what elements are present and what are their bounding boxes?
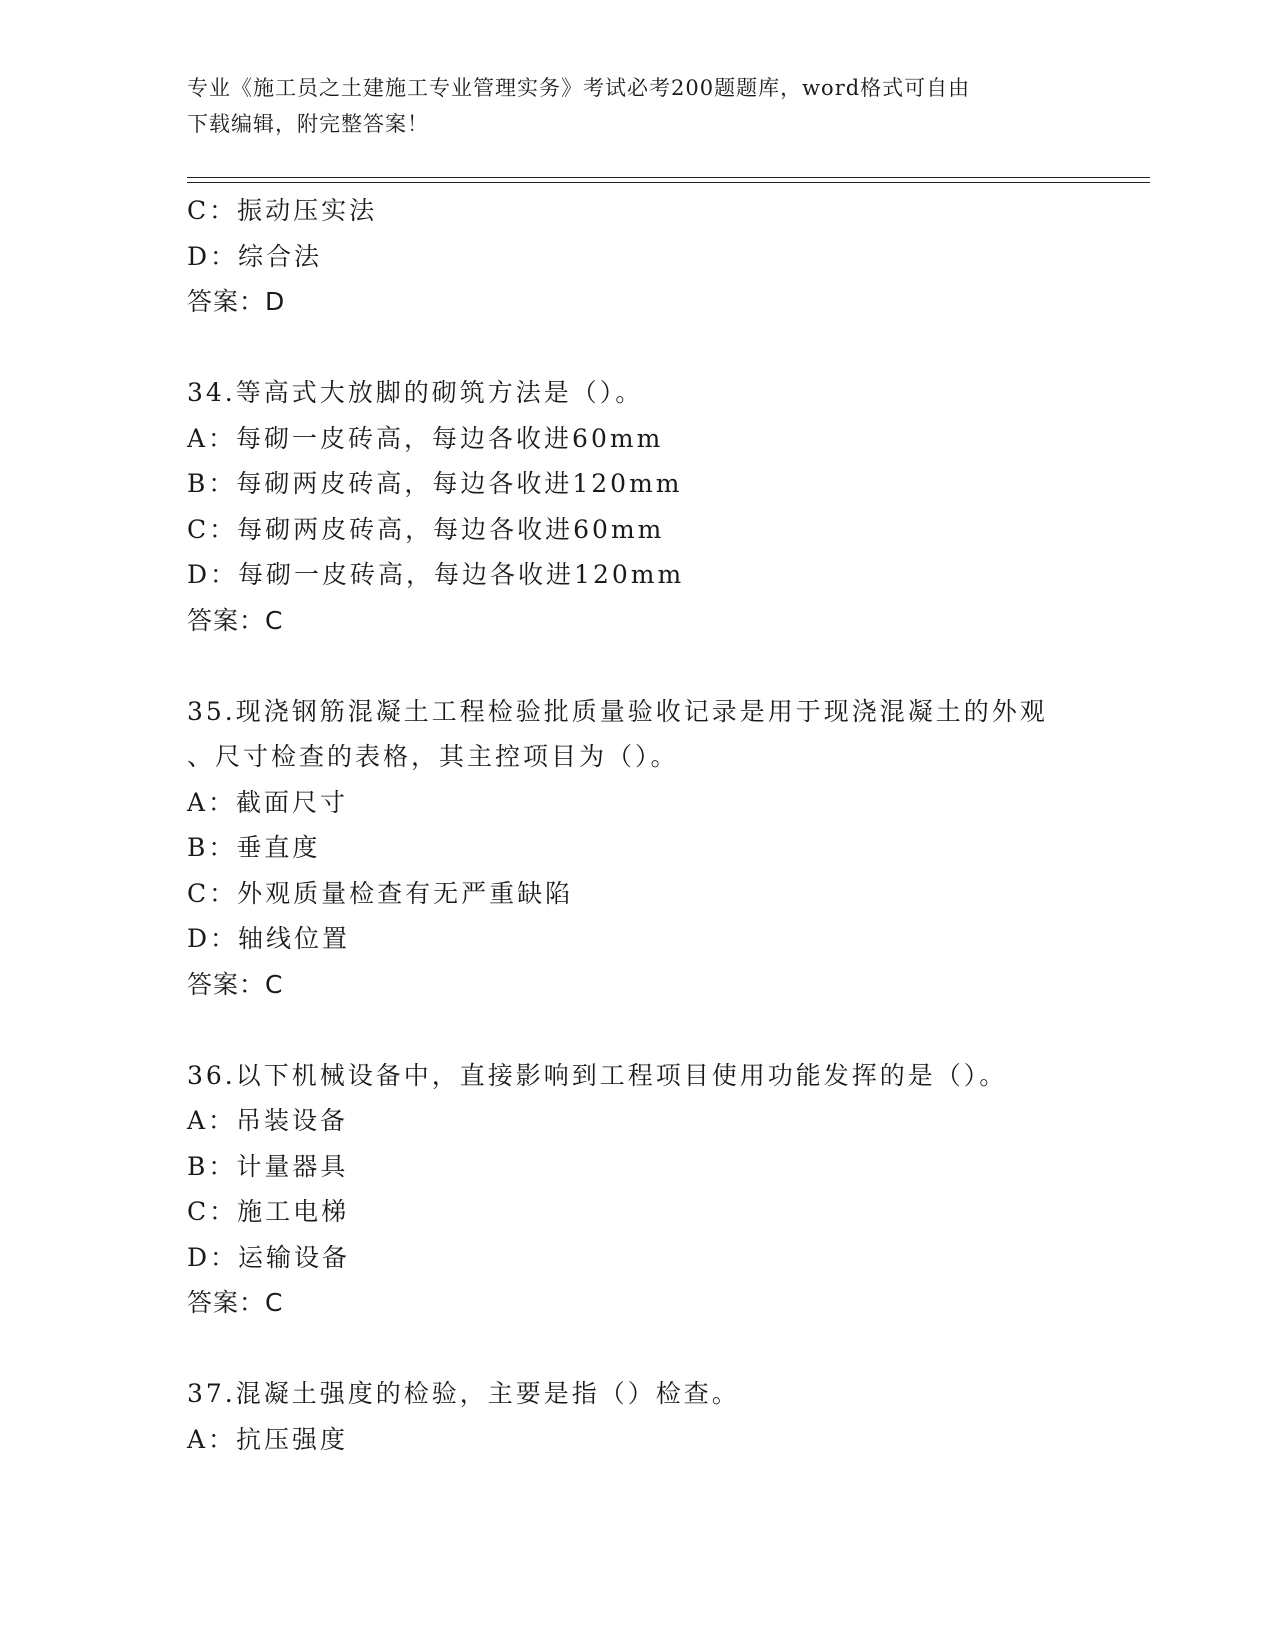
option-d: D：综合法	[187, 241, 323, 271]
option-d: D：每砌一皮砖高，每边各收进120mm	[187, 560, 685, 589]
option-a: A：抗压强度	[187, 1424, 349, 1454]
option-b: B：垂直度	[187, 833, 321, 862]
header-line-1: 专业《施工员之土建施工专业管理实务》考试必考200题题库，word格式可自由	[187, 76, 971, 100]
question-35-text: 35.现浇钢筋混凝土工程检验批质量验收记录是用于现浇混凝土的外观	[187, 696, 1048, 726]
option-a: A：截面尺寸	[187, 787, 349, 817]
spacer	[187, 325, 1137, 371]
answer-line: 答案：D	[187, 287, 286, 316]
option-c: C：施工电梯	[187, 1197, 350, 1226]
spacer	[187, 643, 1137, 689]
question-35-text-cont: 、尺寸检查的表格，其主控项目为（）。	[187, 742, 679, 771]
question-36-text: 36.以下机械设备中，直接影响到工程项目使用功能发挥的是（）。	[187, 1060, 1008, 1090]
answer-line: 答案：C	[187, 605, 284, 635]
answer-line: 答案：C	[187, 1288, 284, 1317]
option-d: D：运输设备	[187, 1242, 351, 1272]
option-c: C：振动压实法	[187, 196, 378, 225]
question-34-text: 34.等高式大放脚的砌筑方法是（）。	[187, 378, 644, 407]
question-list	[187, 188, 1137, 1462]
spacer	[187, 1326, 1137, 1372]
document-header	[187, 70, 1087, 142]
option-c: C：外观质量检查有无严重缺陷	[187, 878, 574, 908]
option-a: A：吊装设备	[187, 1106, 349, 1135]
option-b: B：每砌两皮砖高，每边各收进120mm	[187, 469, 683, 498]
spacer	[187, 1007, 1137, 1053]
option-a: A：每砌一皮砖高，每边各收进60mm	[187, 423, 664, 453]
answer-line: 答案：C	[187, 969, 284, 999]
header-divider-bottom	[187, 182, 1150, 183]
header-line-2: 下载编辑，附完整答案！	[187, 112, 429, 136]
option-d: D：轴线位置	[187, 924, 351, 953]
question-37-text: 37.混凝土强度的检验，主要是指（）检查。	[187, 1379, 740, 1408]
option-b: B：计量器具	[187, 1151, 349, 1181]
header-divider-top	[187, 177, 1150, 178]
option-c: C：每砌两皮砖高，每边各收进60mm	[187, 514, 665, 544]
